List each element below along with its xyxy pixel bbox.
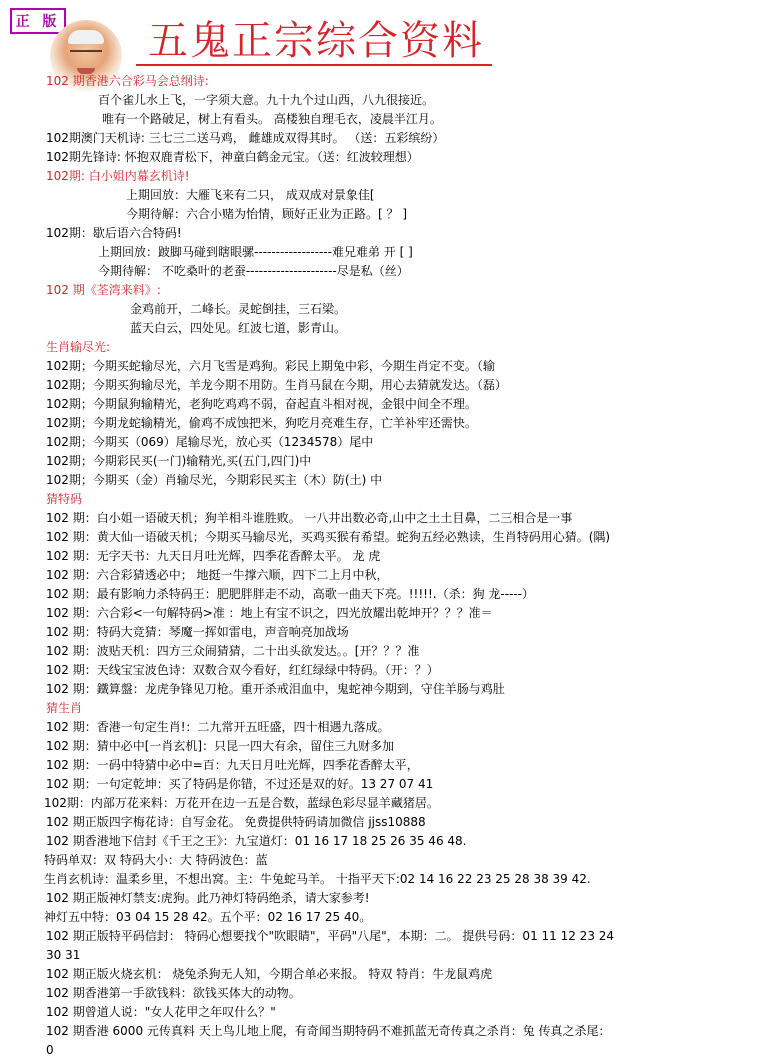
text-line: 生肖玄机诗：温柔乡里，不想出窝。主：牛兔蛇马羊。 十指平天下:02 14 16 22 23 25 28 38 39 42. — [44, 872, 591, 886]
text-line: 唯有一个路破足，树上有看头。 高楼独自理毛衣，凌晨半江月。 — [102, 112, 442, 126]
text-line: 神灯五中特：03 04 15 28 42。五个平：02 16 17 25 40。 — [44, 910, 372, 924]
section-heading: 102 期《荃湾来料》: — [46, 283, 161, 297]
text-line: 0 — [46, 1043, 54, 1057]
authentic-badge: 正 版 — [10, 8, 66, 34]
text-line: 102 期香港地下信封《千王之王》：九宝道灯：01 16 17 18 25 26 35 46 48. — [46, 834, 467, 848]
text-line: 蓝天白云，四处见。红波七道，影青山。 — [130, 321, 347, 335]
section-heading: 102期: 白小姐内幕玄机诗! — [46, 169, 190, 183]
text-line: 102期；今期买（069）尾输尽光，放心买（1234578）尾中 — [46, 435, 374, 449]
text-line: 102 期：白小姐一语破天机；狗羊相斗谁胜败。 一八井出数必奇,山中之土土目鼻，二三相合是一事 — [46, 511, 573, 525]
text-line: 今期待解：六合小赌为怡情，顾好正业为正路。[ ？ ] — [126, 207, 407, 221]
text-line: 上期回放：跛脚马碰到瞎眼骡------------------难兄难弟 开 [ ] — [98, 245, 413, 259]
avatar-glasses — [70, 50, 102, 59]
text-line: 102 期：六合彩<一句解特码>准 ：地上有宝不识之，四光放耀出乾坤开？？？准＝ — [46, 606, 493, 620]
text-line: 金鸡前开，二峰长。灵蛇倒挂，三石梁。 — [130, 302, 347, 316]
text-line: 102期；今期鼠狗输精光，老狗吃鸡鸡不弱，奋起直斗相对视，金银中间全不理。 — [46, 397, 477, 411]
text-line: 102 期：六合彩猜透必中； 地挺一牛撑六顺，四下二上月中秋， — [46, 568, 389, 582]
text-line: 上期回放：大雁飞来有二只， 成双成对景象佳[ — [126, 188, 375, 202]
text-line: 今期待解： 不吃桑叶的老蚕---------------------尽是私（丝） — [98, 264, 409, 278]
text-line: 102期；今期买蛇输尽光，六月飞雪是鸡狗。彩民上期兔中彩，今期生肖定不变。（输 — [46, 359, 495, 373]
text-line: 102 期正版神灯禁支:虎狗。此乃神灯特码绝杀，请大家参考! — [46, 891, 370, 905]
text-line: 102 期曾道人说："女人花甲之年叹什么？" — [46, 1005, 276, 1019]
section-heading: 猜生肖 — [46, 701, 83, 715]
document-body — [46, 72, 770, 1060]
text-line: 102 期正版四字梅花诗：自写金花。 免费提供特码请加微信 jjss10888 — [46, 815, 426, 829]
text-line: 102 期：无字天书：九天日月吐光辉，四季花香醉太平。 龙 虎 — [46, 549, 381, 563]
text-line: 102期；今期买狗输尽光，羊龙今期不用防。生肖马鼠在今期，用心去猜就发达。（磊） — [46, 378, 507, 392]
section-heading: 猜特码 — [46, 492, 83, 506]
text-line: 特码单双：双 特码大小：大 特码波色：蓝 — [44, 853, 268, 867]
text-line: 百个雀儿水上飞，一字须大意。九十九个过山西，八九很接近。 — [98, 93, 435, 107]
text-line: 102期；今期买（金）肖输尽光，今期彩民买主（木）防(土) 中 — [46, 473, 383, 487]
text-line: 102期；今期彩民买(一门)输精光,买(五门,四门)中 — [46, 454, 312, 468]
text-line: 102 期：特码大竞猜：琴魔一挥如雷电，声音响亮加战场 — [46, 625, 349, 639]
text-line: 102 期：天线宝宝波色诗：双数合双今看好，红红绿绿中特码。（开：？） — [46, 663, 439, 677]
text-line: 102 期香港第一手欲钱料：欲钱买体大的动物。 — [46, 986, 301, 1000]
text-line: 102期先锋诗: 怀抱双鹿青松下，神童白鹤金元宝。（送：红波较理想） — [46, 150, 419, 164]
text-line: 102期：内部万花来料：万花开在边一五是合数，蓝绿色彩尽显羊藏猪居。 — [44, 796, 439, 810]
text-line: 102 期：一句定乾坤：买了特码是你错，不过还是双的好。13 27 07 41 — [46, 777, 434, 791]
text-line: 102 期：鐵算盤：龙虎争锋见刀枪。重开杀戒泪血中，鬼蛇神今期到，守住羊肠与鸡肚 — [46, 682, 505, 696]
page-title: 五鬼正宗综合资料 — [148, 18, 484, 64]
text-line: 102 期正版火烧玄机： 烧兔杀狗无人知，今期合单必来报。 特双 特肖：牛龙鼠鸡虎 — [46, 967, 493, 981]
text-line: 102期；今期龙蛇输精光，偷鸡不成蚀把米，狗吃月亮难生存，亡羊补牢还需快。 — [46, 416, 477, 430]
text-line: 30 31 — [46, 948, 81, 962]
text-line: 102期澳门天机诗: 三七三二送马鸡， 雌雄成双得其时。 （送：五彩缤纷） — [46, 131, 445, 145]
text-line: 102 期香港 6000 元传真料 天上鸟儿地上爬，有奇闻当期特码不难抓蓝无奇传真之杀肖：兔 传真之杀尾： — [46, 1024, 611, 1038]
title-underline — [136, 64, 492, 66]
text-line: 102 期：一码中特猜中必中=百：九天日月吐光辉，四季花香醉太平， — [46, 758, 419, 772]
section-heading: 生肖输尽光: — [46, 340, 111, 354]
text-line: 102 期：猜中必中[一肖玄机]：只昆一四大有余，留住三九财多加 — [46, 739, 395, 753]
avatar-hair — [68, 30, 104, 44]
text-line: 102期：歇后语六合特码! — [46, 226, 182, 240]
text-line: 102 期：最有影响力杀特码王：肥肥胖胖走不动，高歌一曲天下亮。!!!!!.（杀：狗 龙-----） — [46, 587, 535, 601]
text-line: 102 期正版特平码信封： 特码心想要找个"吹眼睛"，平码"八尾"，本期：二。 提供号码：01 11 12 23 24 — [46, 929, 615, 943]
text-line: 102 期：香港一句定生肖!：二九常开五旺盛，四十相遇九落成。 — [46, 720, 390, 734]
text-line: 102 期：黄大仙一语破天机；今期买马输尽光，买鸡买猴有希望。蛇狗五经必熟读，生肖特码用心猜。(隅) — [46, 530, 611, 544]
section-heading: 102 期香港六合彩马会总纲诗: — [46, 74, 209, 88]
text-line: 102 期：波贴天机：四方三众闹猜猜，二十出头欲发达。。[开？？？准 — [46, 644, 420, 658]
